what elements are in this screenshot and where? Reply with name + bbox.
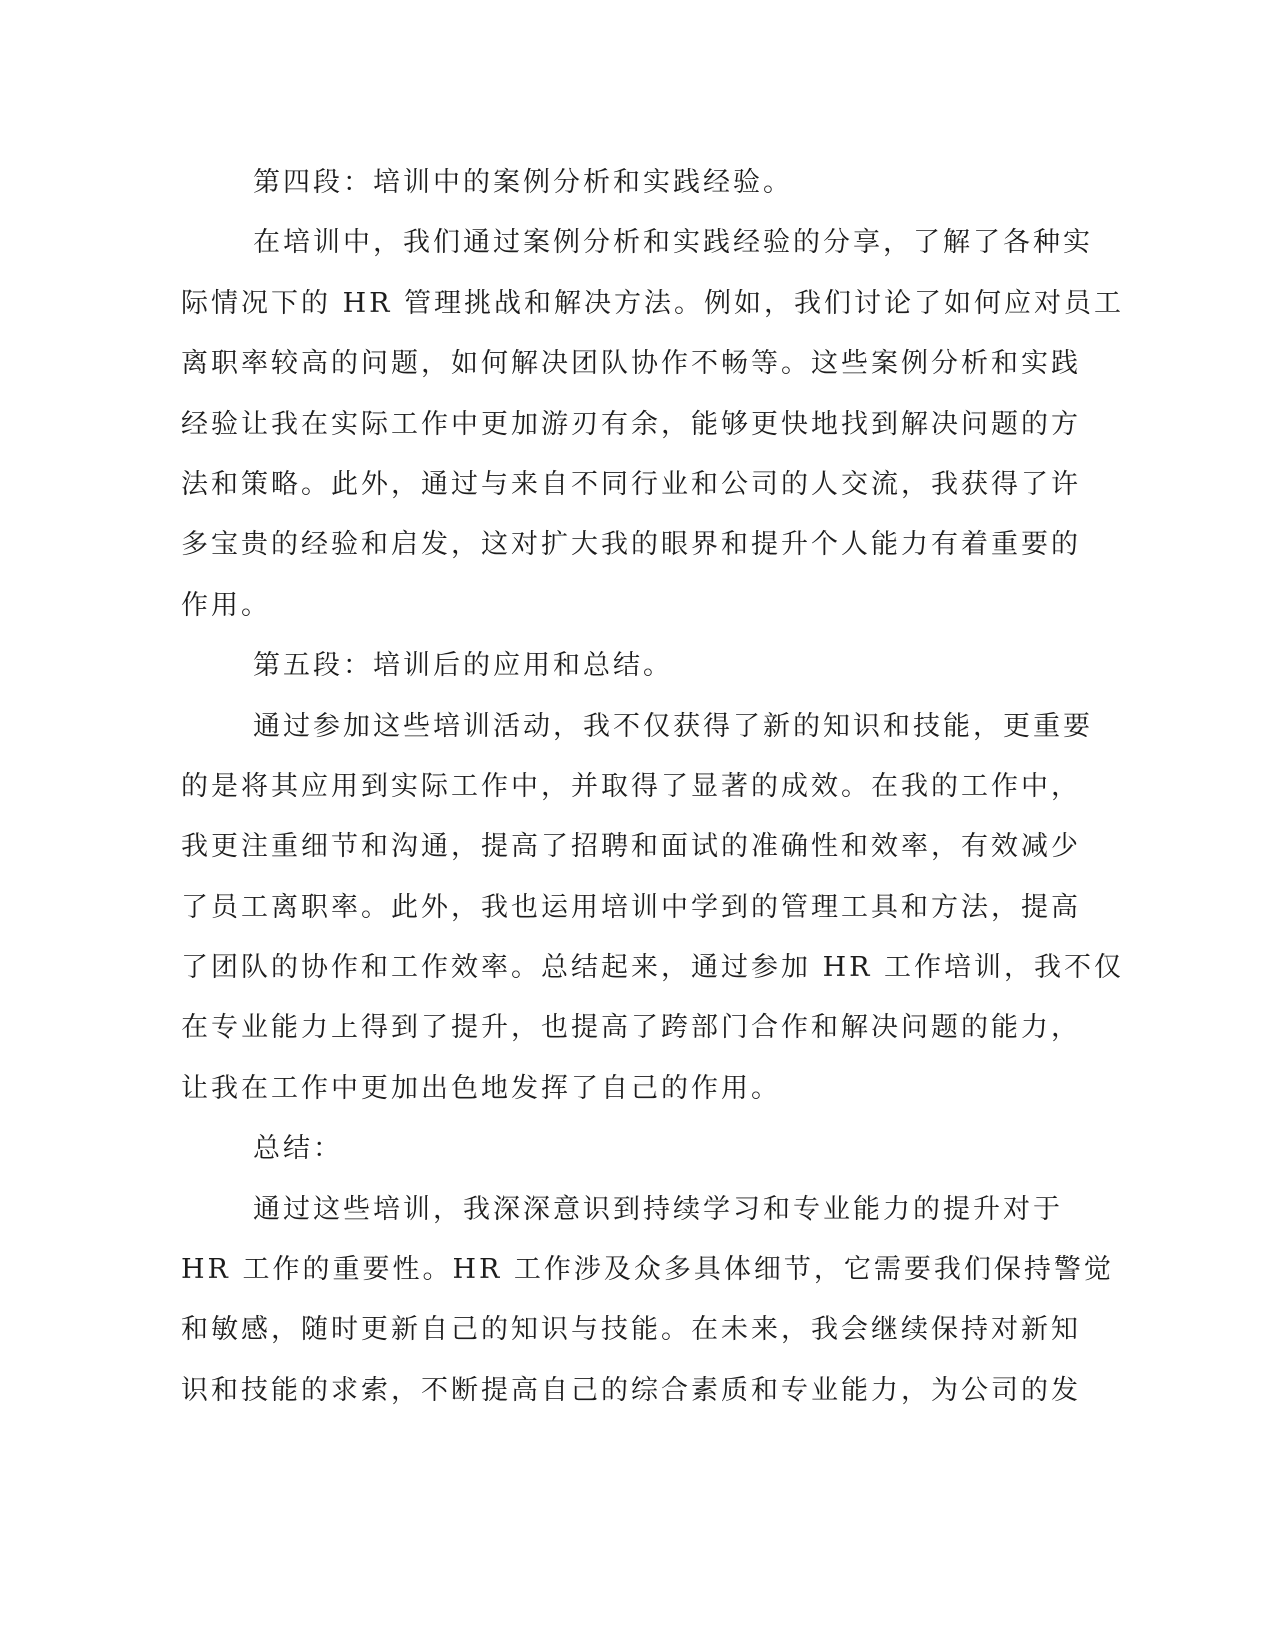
text-line: 了团队的协作和工作效率。总结起来，通过参加 HR 工作培训，我不仅: [181, 952, 1125, 984]
text-line: 经验让我在实际工作中更加游刃有余，能够更快地找到解决问题的方: [181, 408, 1081, 440]
text-line: HR 工作的重要性。HR 工作涉及众多具体细节，它需要我们保持警觉: [181, 1254, 1114, 1286]
text-line: 际情况下的 HR 管理挑战和解决方法。例如，我们讨论了如何应对员工: [181, 287, 1125, 319]
text-line: 通过参加这些培训活动，我不仅获得了新的知识和技能，更重要: [253, 710, 1093, 742]
text-line: 第四段：培训中的案例分析和实践经验。: [253, 167, 793, 198]
text-line: 我更注重细节和沟通，提高了招聘和面试的准确性和效率，有效减少: [181, 831, 1081, 863]
text-line: 通过这些培训，我深深意识到持续学习和专业能力的提升对于: [253, 1193, 1063, 1225]
document-body: [181, 153, 1125, 1421]
text-line: 作用。: [181, 589, 271, 621]
text-line: 总结：: [253, 1133, 343, 1165]
text-line: 离职率较高的问题，如何解决团队协作不畅等。这些案例分析和实践: [181, 348, 1081, 380]
text-line: 和敏感，随时更新自己的知识与技能。在未来，我会继续保持对新知: [181, 1314, 1081, 1346]
text-line: 多宝贵的经验和启发，这对扩大我的眼界和提升个人能力有着重要的: [181, 529, 1081, 561]
text-line: 让我在工作中更加出色地发挥了自己的作用。: [181, 1072, 781, 1104]
text-line: 了员工离职率。此外，我也运用培训中学到的管理工具和方法，提高: [181, 891, 1081, 923]
text-line: 法和策略。此外，通过与来自不同行业和公司的人交流，我获得了许: [181, 468, 1081, 500]
text-line: 在培训中，我们通过案例分析和实践经验的分享，了解了各种实: [253, 227, 1093, 259]
text-line: 第五段：培训后的应用和总结。: [253, 650, 673, 682]
text-line: 的是将其应用到实际工作中，并取得了显著的成效。在我的工作中，: [181, 770, 1081, 802]
text-line: 在专业能力上得到了提升，也提高了跨部门合作和解决问题的能力，: [181, 1012, 1081, 1044]
text-line: 识和技能的求索，不断提高自己的综合素质和专业能力，为公司的发: [181, 1374, 1081, 1406]
